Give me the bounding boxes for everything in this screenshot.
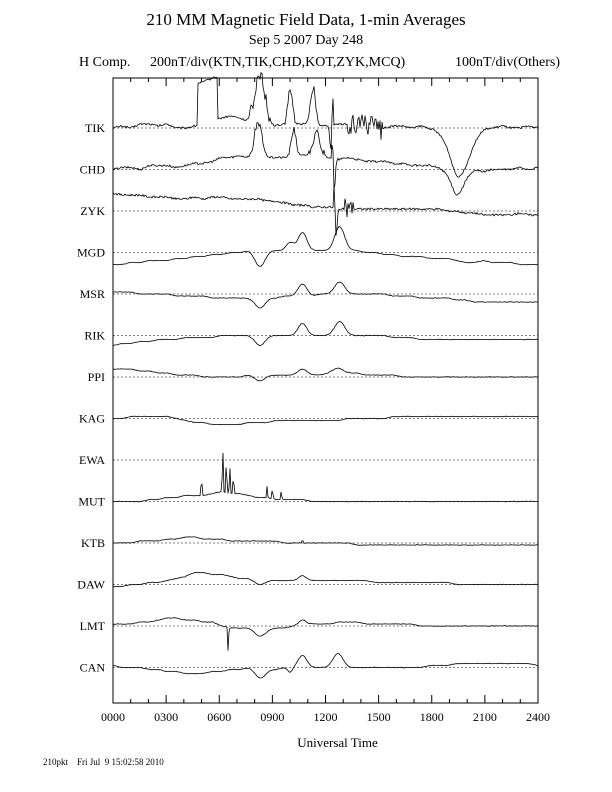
x-tick-label: 2400 xyxy=(526,710,550,724)
station-label-ewa: EWA xyxy=(79,453,105,467)
trace-can xyxy=(113,654,538,679)
station-label-tik: TIK xyxy=(85,121,105,135)
trace-msr xyxy=(113,282,538,308)
trace-ktb xyxy=(113,537,538,546)
station-label-chd: CHD xyxy=(79,162,105,177)
scale-minor-label: 100nT/div(Others) xyxy=(455,55,560,70)
trace-ppi xyxy=(113,368,538,381)
footer-timestamp: Fri Jul 9 15:02:58 2010 xyxy=(77,757,164,767)
x-tick-label: 0300 xyxy=(154,710,179,724)
trace-kag xyxy=(113,416,538,425)
trace-chd xyxy=(113,123,538,196)
station-label-kag: KAG xyxy=(79,411,105,426)
date-line: Sep 5 2007 Day 248 xyxy=(248,33,364,48)
scale-major-label: 200nT/div(KTN,TIK,CHD,KOT,ZYK,MCQ) xyxy=(150,55,406,70)
station-label-lmt: LMT xyxy=(79,619,105,633)
station-label-rik: RIK xyxy=(84,328,105,343)
footer-stamp xyxy=(43,757,164,767)
trace-lmt xyxy=(113,618,538,651)
x-tick-label: 0900 xyxy=(260,710,285,724)
x-axis-label: Universal Time xyxy=(297,735,378,750)
x-tick-label: 1200 xyxy=(313,710,338,724)
trace-mut xyxy=(113,453,538,502)
x-tick-label: 0000 xyxy=(101,710,125,724)
station-label-msr: MSR xyxy=(79,287,105,301)
station-label-zyk: ZYK xyxy=(80,204,105,218)
trace-tik xyxy=(113,73,538,178)
trace-rik xyxy=(113,322,538,346)
station-label-ktb: KTB xyxy=(81,536,105,550)
x-tick-label: 0600 xyxy=(207,710,232,724)
station-label-daw: DAW xyxy=(77,577,105,592)
station-label-mgd: MGD xyxy=(76,245,105,260)
chart-title: 210 MM Magnetic Field Data, 1-min Averages xyxy=(146,10,466,29)
x-tick-label: 2100 xyxy=(472,710,497,724)
footer-program: 210pkt xyxy=(43,757,69,767)
station-label-mut: MUT xyxy=(78,494,105,509)
station-label-can: CAN xyxy=(79,660,105,675)
trace-mgd xyxy=(113,227,538,267)
component-label: H Comp. xyxy=(79,55,131,70)
trace-zyk xyxy=(113,185,538,235)
x-tick-label: 1800 xyxy=(419,710,444,724)
x-tick-label: 1500 xyxy=(366,710,391,724)
plot-frame xyxy=(113,78,538,703)
station-label-ppi: PPI xyxy=(87,370,105,384)
